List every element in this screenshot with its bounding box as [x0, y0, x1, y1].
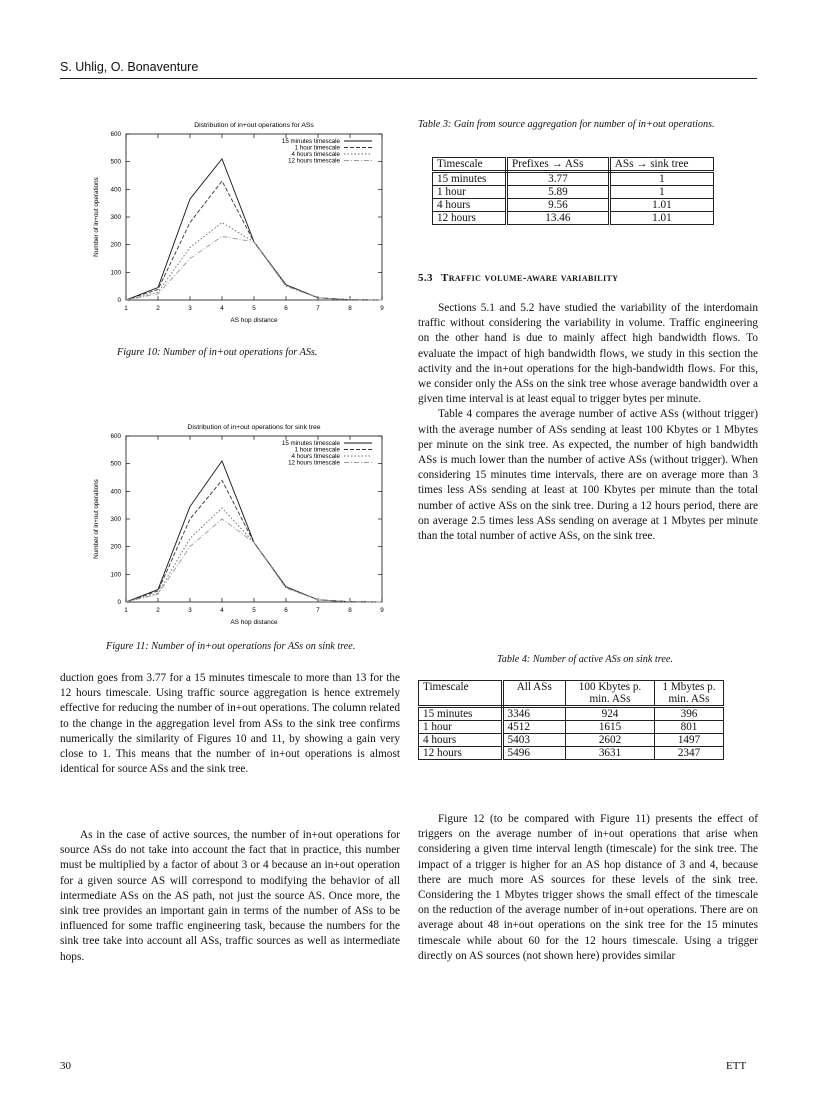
series-line [126, 461, 382, 602]
table-cell: 1.01 [609, 199, 713, 212]
table-cell: 15 minutes [419, 707, 503, 721]
legend-label: 1 hour timescale [294, 144, 340, 152]
table-cell: 1615 [566, 721, 655, 734]
y-tick-label: 500 [110, 460, 121, 468]
table-4 [418, 680, 724, 760]
legend-label: 12 hours timescale [288, 459, 340, 467]
table-cell: 1 [609, 186, 713, 199]
figure-10-chart [84, 118, 394, 333]
legend-label: 15 minutes timescale [281, 138, 340, 145]
series-line [126, 159, 382, 300]
table-cell: 12 hours [419, 747, 503, 760]
figure-11 [84, 420, 394, 635]
table-row [419, 747, 724, 760]
series-line [126, 223, 382, 300]
x-axis-label: AS hop distance [230, 619, 278, 626]
x-tick-label: 1 [124, 607, 128, 614]
section-heading [418, 272, 618, 284]
x-tick-label: 9 [380, 607, 384, 614]
table-4-header-cell: 1 Mbytes p. min. ASs [655, 681, 724, 707]
series-line [126, 181, 382, 300]
figure-10-caption [117, 347, 317, 358]
table-4-caption-label: Table 4: [497, 654, 531, 665]
chart-title: Distribution of in+out operations for ASs [194, 122, 314, 129]
left-paragraph-2: As in the case of active sources, the number of in+out operations for source ASs do not take into account the fact that in practice, this number must be multiplied by a factor of about 3 or 4 because an in+out operation for a given source AS will correspond to modifying the behavior of all intermediate ASs on the AS path, not just the source AS. Once more, the sink tree provides an important gain in terms of the number of ASs to be influenced for some traffic engineering task, because the numbers for the sink tree take into account all ASs, traffic sources as well as intermediate hops. [60, 829, 400, 963]
legend-label: 4 hours timescale [291, 453, 340, 460]
right-paragraph-1: Sections 5.1 and 5.2 have studied the variability of the interdomain traffic without considering the variability in volume. Traffic engineering on the other hand is due to mainly affect high bandwidth flows. To evaluate the impact of high bandwidth flows, we study in this section the activity and the in+out operations for the high-bandwidth flows. For this, we consider only the ASs on the sink tree whose average bandwidth over a given time interval is at least equal to trigger bytes per minute. [418, 302, 758, 406]
figure-11-caption [106, 641, 355, 652]
table-cell: 9.56 [507, 199, 610, 212]
table-3-header-cell: ASs → sink tree [609, 158, 713, 172]
x-tick-label: 5 [252, 607, 256, 614]
x-tick-label: 4 [220, 305, 224, 312]
table-3-header-cell: Timescale [433, 158, 507, 172]
journal-name: ETT [726, 1060, 747, 1072]
y-tick-label: 200 [110, 241, 121, 249]
table-row [419, 721, 724, 734]
x-tick-label: 7 [316, 607, 320, 614]
figure-11-caption-label: Figure 11: [106, 641, 149, 652]
table-row [419, 707, 724, 721]
table-cell: 1497 [655, 734, 724, 747]
section-title: Traffic volume-aware variability [440, 272, 619, 284]
table-cell: 1 [609, 172, 713, 186]
legend-label: 1 hour timescale [294, 446, 340, 454]
table-cell: 15 minutes [433, 172, 507, 186]
table-cell: 12 hours [433, 212, 507, 225]
table-cell: 4 hours [419, 734, 503, 747]
left-column-2 [60, 828, 400, 965]
page-number: 30 [60, 1060, 71, 1072]
table-4-caption [497, 654, 673, 665]
y-axis-label: Number of in+out operations [93, 177, 100, 257]
x-tick-label: 9 [380, 305, 384, 312]
table-cell: 1 hour [433, 186, 507, 199]
table-cell: 2347 [655, 747, 724, 760]
chart-title: Distribution of in+out operations for sink tree [187, 424, 321, 431]
y-axis-label: Number of in+out operations [93, 479, 100, 559]
table-row [419, 734, 724, 747]
right-column-1 [418, 301, 758, 544]
series-line [126, 508, 382, 602]
table-row [433, 186, 714, 199]
table-cell: 801 [655, 721, 724, 734]
table-cell: 4512 [502, 721, 565, 734]
table-3-caption-text: Gain from source aggregation for number of in+out operations. [453, 119, 715, 130]
x-tick-label: 4 [220, 607, 224, 614]
x-tick-label: 3 [188, 607, 192, 614]
y-tick-label: 600 [110, 433, 121, 440]
figure-11-caption-text: Number of in+out operations for ASs on sink tree. [151, 641, 356, 652]
x-tick-label: 2 [156, 305, 160, 312]
table-3-caption-label: Table 3: [418, 119, 452, 130]
table-4-header-cell: 100 Kbytes p. min. ASs [566, 681, 655, 707]
table-3-header-row [433, 158, 714, 172]
table-3-caption [418, 118, 728, 132]
table-cell: 5.89 [507, 186, 610, 199]
y-tick-label: 200 [110, 543, 121, 551]
table-cell: 2602 [566, 734, 655, 747]
table-cell: 13.46 [507, 212, 610, 225]
legend-label: 15 minutes timescale [281, 440, 340, 447]
table-cell: 5403 [502, 734, 565, 747]
table-cell: 924 [566, 707, 655, 721]
table-cell: 3.77 [507, 172, 610, 186]
table-row [433, 199, 714, 212]
running-header: S. Uhlig, O. Bonaventure [60, 60, 199, 74]
figure-10-caption-text: Number of in+out operations for ASs. [163, 347, 318, 358]
section-number: 5.3 [418, 272, 433, 284]
y-tick-label: 400 [110, 186, 121, 194]
legend-label: 12 hours timescale [288, 157, 340, 165]
y-tick-label: 300 [110, 214, 121, 221]
table-3 [432, 157, 714, 225]
table-cell: 1 hour [419, 721, 503, 734]
y-tick-label: 0 [117, 297, 121, 304]
x-tick-label: 7 [316, 305, 320, 312]
table-4-header-row [419, 681, 724, 707]
x-tick-label: 8 [348, 305, 352, 312]
table-row [433, 172, 714, 186]
y-tick-label: 300 [110, 516, 121, 523]
left-paragraph-1: duction goes from 3.77 for a 15 minutes timescale to more than 13 for the 12 hours timescale. Using traffic source aggregation is hence extremely effective for reducing the number of in+out operations. The column related to the change in the aggregation level from ASs to the sink tree confirms numerically the similarity of Figures 10 and 11, by showing a gain very close to 1. This means that the number of in+out operations is almost identical for source ASs and the sink tree. [60, 672, 400, 776]
x-tick-label: 6 [284, 607, 288, 614]
table-cell: 1.01 [609, 212, 713, 225]
y-tick-label: 100 [110, 269, 121, 277]
table-4-header-cell: Timescale [419, 681, 503, 707]
y-tick-label: 400 [110, 488, 121, 496]
table-4-header-cell: All ASs [502, 681, 565, 707]
right-paragraph-3: Figure 12 (to be compared with Figure 11) presents the effect of triggers on the average number of in+out operations that arise when considering a given time interval length (timescale) for the sink tree. The impact of a trigger is higher for an AS hop distance of 3 and 4, because there are much more AS sources for these levels of the sink tree. Considering the 1 Mbytes trigger shows the small effect of the timescale on the reduction of the average number of in+out operations. There are on average about 48 in+out operations on the sink tree for the 15 minutes timescale while about 60 for the 12 hours timescale. Using a trigger directly on AS sources (not shown here) provides similar [418, 813, 758, 962]
x-tick-label: 5 [252, 305, 256, 312]
figure-11-chart [84, 420, 394, 635]
table-cell: 396 [655, 707, 724, 721]
x-tick-label: 8 [348, 607, 352, 614]
table-4-caption-text: Number of active ASs on sink tree. [532, 654, 673, 665]
right-column-2 [418, 812, 758, 964]
y-tick-label: 0 [117, 599, 121, 606]
x-tick-label: 1 [124, 305, 128, 312]
x-tick-label: 6 [284, 305, 288, 312]
y-tick-label: 100 [110, 571, 121, 579]
x-axis-label: AS hop distance [230, 317, 278, 324]
x-tick-label: 3 [188, 305, 192, 312]
legend-label: 4 hours timescale [291, 151, 340, 158]
y-tick-label: 500 [110, 158, 121, 166]
figure-10-caption-label: Figure 10: [117, 347, 161, 358]
table-row [433, 212, 714, 225]
table-cell: 3346 [502, 707, 565, 721]
y-tick-label: 600 [110, 131, 121, 138]
left-column [60, 671, 400, 777]
header-rule [60, 78, 757, 79]
right-paragraph-2: Table 4 compares the average number of active ASs (without trigger) with the average number of ASs sending at least 100 Kbytes or 1 Mbytes per minute on the sink tree. As expected, the number of high bandwidth ASs is much lower than the number of active ASs (without trigger). When considering 15 minutes time intervals, there are on average more than 3 times less ASs sending at least at 100 Kbytes per minute than the total number of active ASs on the sink tree. During a 12 hours period, there are on average 2.5 times less ASs sending on average at 1 Mbytes per minute than the total number of active ASs, on the sink tree. [418, 408, 758, 543]
series-line [126, 480, 382, 602]
series-line [126, 519, 382, 602]
table-cell: 3631 [566, 747, 655, 760]
x-tick-label: 2 [156, 607, 160, 614]
table-3-header-cell: Prefixes → ASs [507, 158, 610, 172]
figure-10 [84, 118, 394, 333]
series-line [126, 236, 382, 300]
table-cell: 5496 [502, 747, 565, 760]
table-cell: 4 hours [433, 199, 507, 212]
